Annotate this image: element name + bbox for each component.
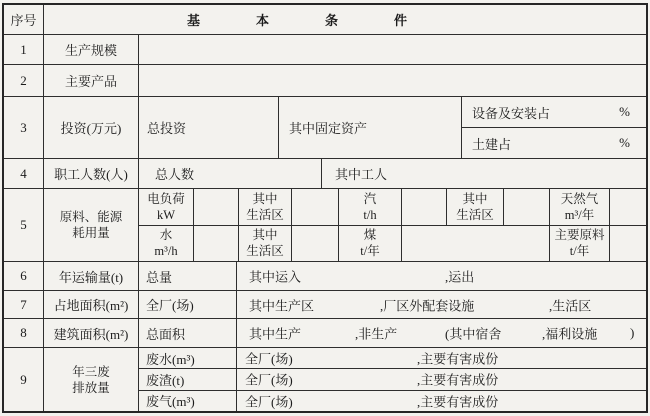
energy-grid-top-row (139, 189, 646, 226)
row-number: 9 (4, 348, 44, 411)
empty-value-cell (402, 226, 550, 262)
empty-value-cell (610, 226, 646, 262)
waste-type-cell: 废水(m³) (139, 348, 237, 368)
table-row (4, 262, 646, 291)
header-text: 水 (159, 228, 173, 243)
total-cell: 全厂(场) (139, 291, 237, 318)
header-unit: m³/h (154, 244, 178, 259)
non-production-label: ,非生产 (355, 326, 398, 342)
equipment-install-row (462, 97, 646, 128)
whole-plant-label: 全厂(场) (245, 372, 293, 388)
harmful-components-label: ,主要有害成份 (417, 394, 499, 410)
electric-load-header (139, 189, 194, 225)
waste-water-row (139, 348, 646, 369)
table-row (4, 348, 646, 411)
waste-discharge-grid (139, 348, 646, 411)
welfare-facilities-label: ,福利设施 (542, 326, 598, 342)
natural-gas-header (550, 189, 610, 225)
header-unit: 生活区 (246, 244, 284, 259)
waste-residue-row (139, 369, 646, 390)
energy-consumption-grid (139, 189, 646, 261)
civil-works-row (462, 128, 646, 158)
transport-out-label: ,运出 (445, 269, 475, 285)
main-raw-material-header (550, 226, 610, 262)
empty-value-cell (610, 189, 646, 225)
row-number: 6 (4, 262, 44, 290)
header-row (4, 5, 646, 35)
civil-works-label: 土建占 (472, 136, 512, 152)
header-unit: m³/年 (564, 207, 595, 222)
production-label: 其中生产 (249, 326, 302, 342)
header-text: 其中 (252, 191, 278, 206)
header-unit: t/h (363, 207, 377, 222)
table-row (4, 189, 646, 262)
transport-detail-cell (237, 262, 646, 290)
equipment-install-label: 设备及安装占 (472, 105, 551, 121)
table-row (4, 159, 646, 189)
empty-value-cell (402, 189, 447, 225)
row-number: 3 (4, 97, 44, 158)
transport-in-label: 其中运入 (249, 269, 302, 285)
header-text: 煤 (363, 228, 377, 243)
table-row (4, 65, 646, 97)
header-text: 主要原料 (554, 228, 605, 243)
investment-breakdown (462, 97, 646, 158)
total-investment-cell: 总投资 (139, 97, 279, 158)
water-header (139, 226, 194, 262)
header-unit: t/年 (360, 244, 380, 259)
row-label: 年运输量(t) (44, 262, 139, 290)
empty-value-cell (194, 226, 239, 262)
row-label-line2: 排放量 (72, 380, 110, 395)
header-unit: 生活区 (246, 207, 284, 222)
waste-gas-row (139, 391, 646, 411)
table-row (4, 319, 646, 348)
harmful-components-label: ,主要有害成份 (417, 372, 499, 388)
row-label (44, 189, 139, 261)
workers-cell: 其中工人 (335, 167, 388, 182)
header-text: 天然气 (560, 191, 599, 206)
closing-paren: ) (630, 325, 635, 340)
living-zone-label: ,生活区 (549, 298, 592, 313)
waste-detail-cell (237, 391, 646, 411)
row-number: 8 (4, 319, 44, 347)
header-text: 其中 (462, 191, 488, 206)
row-label-line1: 原料、能源 (59, 210, 123, 224)
whole-plant-label: 全厂(场) (245, 394, 293, 410)
energy-grid-bottom-row (139, 226, 646, 262)
whole-plant-label: 全厂(场) (245, 351, 293, 367)
waste-detail-cell (237, 369, 646, 389)
row-label: 生产规模 (44, 35, 139, 64)
coal-header (339, 226, 402, 262)
header-unit: kW (156, 207, 176, 222)
row-label: 占地面积(m²) (44, 291, 139, 318)
row-number: 2 (4, 65, 44, 96)
row-label-line2: 耗用量 (72, 226, 110, 240)
percent-sign: % (619, 104, 630, 119)
empty-value-cell (139, 35, 646, 64)
row-number: 1 (4, 35, 44, 64)
header-text: 汽 (363, 191, 377, 206)
harmful-components-label: ,主要有害成份 (417, 351, 499, 367)
row-number: 5 (4, 189, 44, 261)
header-serial-label: 序号 (4, 5, 44, 34)
fixed-assets-cell: 其中固定资产 (279, 97, 462, 158)
waste-type-cell: 废渣(t) (139, 369, 237, 389)
row-label: 职工人数(人) (44, 159, 139, 188)
waste-detail-cell (237, 348, 646, 368)
total-cell: 总量 (139, 262, 237, 290)
row-number: 4 (4, 159, 44, 188)
empty-value-cell (194, 189, 239, 225)
offsite-facilities-label: ,厂区外配套设施 (380, 298, 475, 313)
header-text: 其中 (252, 228, 278, 243)
row-label: 主要产品 (44, 65, 139, 96)
land-area-detail-cell (237, 291, 646, 318)
living-area-header (239, 226, 292, 262)
waste-type-cell: 废气(m³) (139, 391, 237, 411)
row-number: 7 (4, 291, 44, 318)
table-row (4, 97, 646, 159)
row-label: 建筑面积(m²) (44, 319, 139, 347)
header-text: 电负荷 (147, 191, 185, 206)
building-area-detail-cell (237, 319, 646, 347)
header-unit: t/年 (569, 244, 590, 259)
basic-conditions-form-table (2, 3, 648, 413)
total-cell: 总面积 (139, 319, 237, 347)
header-title: 基本条件 (186, 13, 463, 28)
empty-value-cell (292, 189, 339, 225)
dormitory-label: (其中宿舍 (445, 326, 502, 342)
row-label-line1: 年三废 (72, 364, 110, 379)
table-row (4, 291, 646, 319)
table-row (4, 35, 646, 65)
row-label (44, 348, 139, 411)
living-area-header (239, 189, 292, 225)
total-staff-cell: 总人数 (139, 159, 322, 188)
empty-value-cell (139, 65, 646, 96)
empty-value-cell (292, 226, 339, 262)
production-zone-label: 其中生产区 (249, 298, 315, 313)
row-label: 投资(万元) (44, 97, 139, 158)
living-area-header (447, 189, 504, 225)
steam-header (339, 189, 402, 225)
percent-sign: % (619, 135, 630, 150)
empty-value-cell (504, 189, 550, 225)
header-unit: 生活区 (456, 207, 494, 222)
